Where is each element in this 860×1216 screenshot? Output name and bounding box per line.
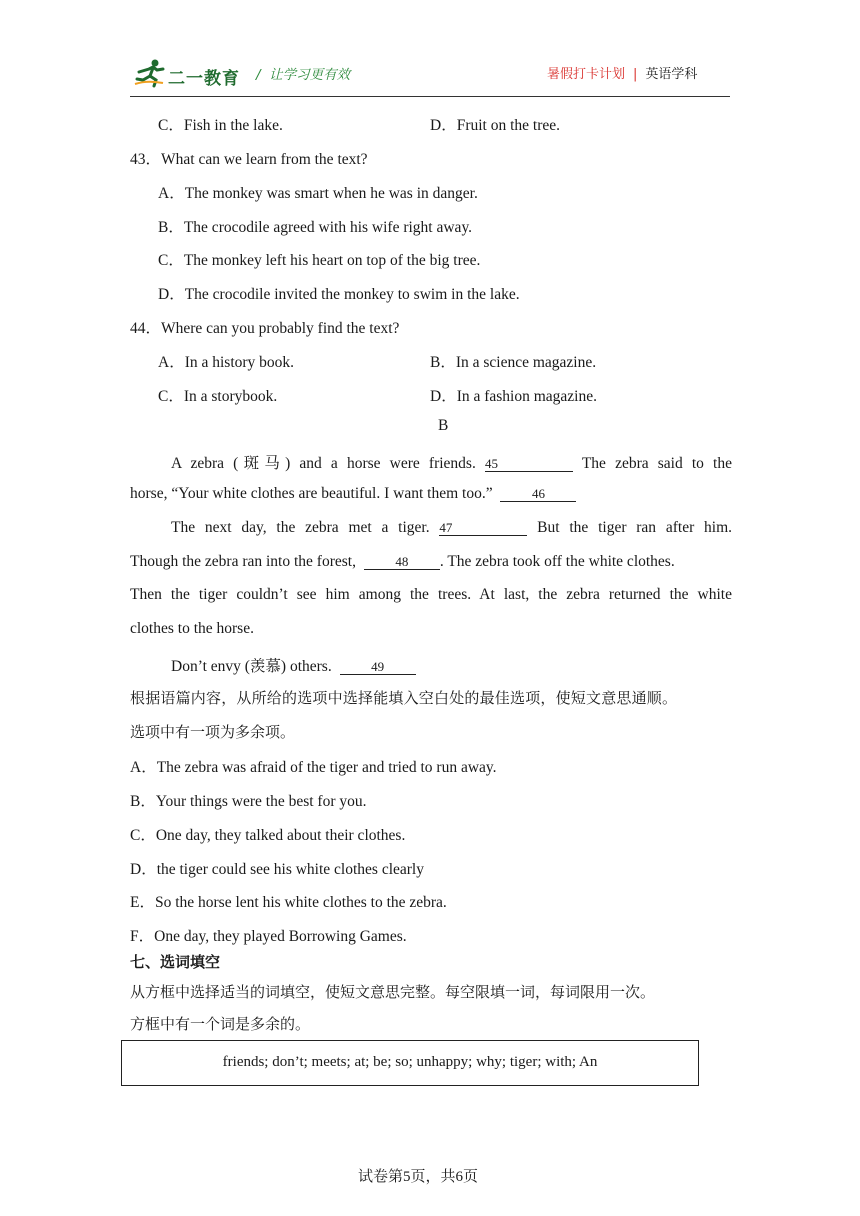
blank-45[interactable]: 45	[485, 457, 573, 472]
passage-line	[130, 485, 576, 503]
q44-option-d: D．In a fashion magazine.	[430, 388, 597, 405]
option-e: E．So the horse lent his white clothes to the zebra.	[130, 894, 447, 911]
q44-option-c: C．In a storybook.	[158, 388, 278, 405]
passage-heading: B	[438, 417, 449, 434]
runner-logo-icon	[133, 58, 167, 88]
q44-stem: 44．Where can you probably find the text?	[130, 320, 400, 337]
blank-47[interactable]: 47	[439, 521, 527, 536]
section-instruction-line: 方框中有一个词是多余的。	[130, 1015, 311, 1033]
passage-line	[130, 451, 732, 473]
q43-option-c: C．The monkey left his heart on top of the big tree.	[158, 252, 481, 269]
logo-text: 二一教育	[168, 69, 240, 89]
option-c: C．One day, they talked about their clothes.	[130, 827, 406, 844]
q43-stem: 43．What can we learn from the text?	[130, 151, 368, 168]
option-f: F．One day, they played Borrowing Games.	[130, 928, 407, 945]
blank-46[interactable]: 46	[500, 487, 576, 502]
blank-49[interactable]: 49	[340, 660, 416, 675]
passage-line	[130, 553, 675, 571]
q44-option-b: B．In a science magazine.	[430, 354, 597, 371]
header-slogan: / 让学习更有效	[256, 67, 351, 83]
option-a: A．The zebra was afraid of the tiger and tried to run away.	[130, 759, 497, 776]
q42-option-d: D．Fruit on the tree.	[430, 117, 561, 134]
word-box	[121, 1040, 699, 1086]
passage-text: horse, “Your white clothes are beautiful. I want them too.”	[130, 485, 493, 502]
instruction-line: 根据语篇内容，从所给的选项中选择能填入空白处的最佳选项，使短文意思通顺。	[130, 689, 678, 707]
passage-text: Though the zebra ran into the forest,	[130, 553, 356, 570]
q44-option-a: A．In a history book.	[158, 354, 295, 371]
option-b: B．Your things were the best for you.	[130, 793, 367, 810]
passage-text: The next day, the zebra met a tiger.	[171, 519, 430, 536]
header-rule	[130, 96, 730, 97]
passage-line: clothes to the horse.	[130, 620, 254, 637]
passage-text: Don’t envy (羡慕) others.	[171, 658, 332, 675]
passage-line	[130, 519, 732, 537]
passage-text: The zebra said to the	[581, 455, 732, 472]
q42-option-c: C．Fish in the lake.	[158, 117, 283, 134]
q43-option-a: A．The monkey was smart when he was in danger.	[158, 185, 478, 202]
word-box-text: friends; don’t; meets; at; be; so; unhappy; why; tiger; with; An	[222, 1054, 598, 1070]
passage-line	[171, 654, 416, 676]
option-d: D．the tiger could see his white clothes clearly	[130, 861, 424, 878]
passage-text: But the tiger ran after him.	[537, 519, 733, 536]
plan-label: 暑假打卡计划	[547, 67, 626, 82]
blank-48[interactable]: 48	[364, 555, 440, 570]
header-right	[547, 63, 697, 82]
q43-option-d: D．The crocodile invited the monkey to swim in the lake.	[158, 286, 520, 303]
section-title: 七、选词填空	[130, 953, 221, 971]
page-footer: 试卷第5页，共6页	[358, 1169, 479, 1185]
section-instruction-line: 从方框中选择适当的词填空，使短文意思完整。每空限填一词，每词限用一次。	[130, 983, 656, 1001]
passage-text: . The zebra took off the white clothes.	[439, 553, 675, 570]
subject-label: 英语学科	[645, 67, 698, 82]
header-separator: |	[633, 67, 638, 82]
passage-line	[130, 586, 732, 604]
slogan-text: 让学习更有效	[269, 67, 351, 83]
instruction-line: 选项中有一项为多余项。	[130, 723, 296, 741]
passage-text: A zebra (斑马) and a horse were friends.	[171, 455, 476, 472]
q43-option-b: B．The crocodile agreed with his wife right away.	[158, 219, 473, 236]
passage-text: Then the tiger couldn’t see him among the trees. At last, the zebra returned the white	[130, 586, 732, 603]
